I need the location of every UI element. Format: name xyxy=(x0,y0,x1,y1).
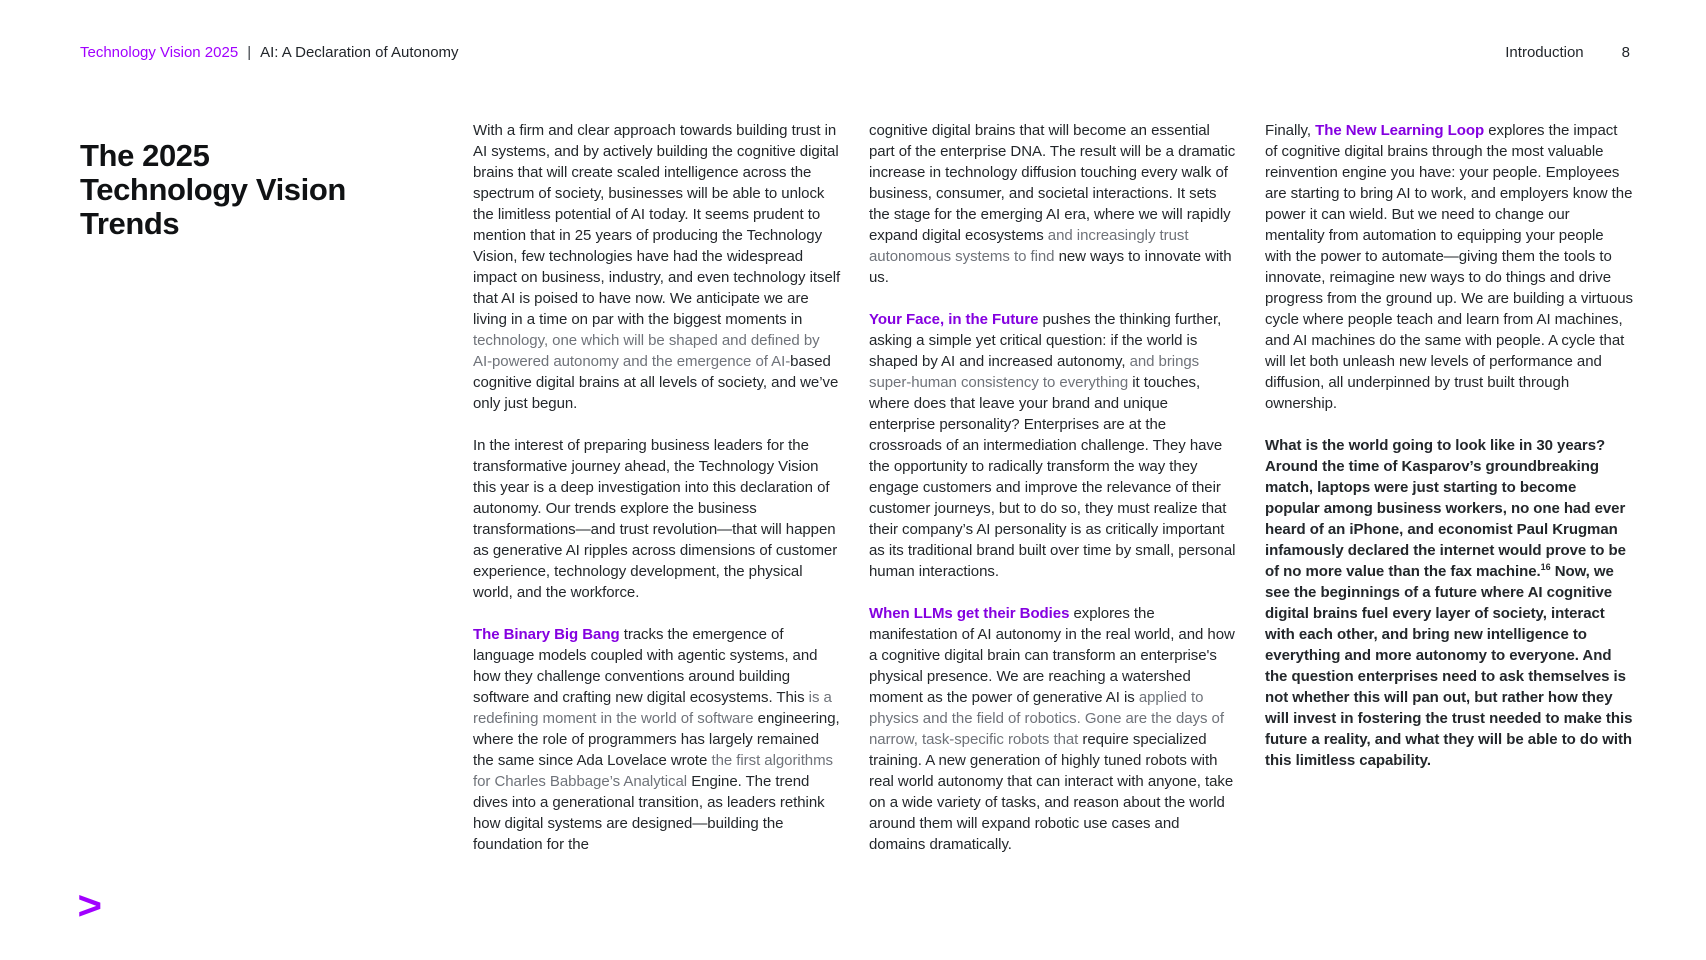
paragraph xyxy=(473,120,841,414)
trend-name: When LLMs get their Bodies xyxy=(869,605,1070,622)
paragraph xyxy=(473,624,841,855)
text-run: In the interest of preparing business leaders for the transformative journey ahead, the Technology Vision this year is a deep investigation into this declaration of autonomy. Our trends explore the business transformations—and trust revolution—that will happen as generative AI ripples across dimensions of customer experience, technology development, the physical world, and the workforce. xyxy=(473,437,838,601)
text-run: new ways to innovate with us. xyxy=(869,248,1232,286)
header-right xyxy=(1505,44,1630,62)
text-run: tracks the emergence of language models coupled with agentic systems, and how they challenge conventions around building software and crafting new digital ecosystems. This xyxy=(473,626,818,706)
header-separator: | xyxy=(247,44,252,61)
paragraph xyxy=(869,603,1237,855)
page-title-line: The 2025 xyxy=(80,137,210,173)
paragraph xyxy=(473,435,841,603)
text-run: based cognitive digital brains at all levels of society, and we’ve only just begun. xyxy=(473,353,839,412)
paragraph xyxy=(1265,435,1633,771)
text-run: the first algorithms for Charles Babbage’s Analytical xyxy=(473,752,833,790)
text-run: What is the world going to look like in 30 years? Around the time of Kasparov’s groundbreaking match, laptops were just starting to become popular among business workers, no one had ever heard of an iPhone, and economist Paul Krugman infamously declared the internet would prove to be of no more value than the fax machine. xyxy=(1265,437,1626,580)
text-run: pushes the thinking further, asking a simple yet critical question: if the world is shaped by AI and increased autonomy, xyxy=(869,311,1222,370)
text-run: and brings super-human consistency to everything xyxy=(869,353,1200,391)
text-run: explores the impact of cognitive digital brains through the most valuable reinvention engine you have: your people. Employees are starting to bring AI to work, and employers know the power it can wield. But we need to change our mentality from automation to equipping your people with the power to automate—giving them the tools to innovate, reimagine new ways to do things and drive progress from the ground up. We are building a virtuous cycle where people teach and learn from AI machines, and AI machines do the same with people. A cycle that will let both unleash new levels of performance and diffusion, all underpinned by trust built through ownership. xyxy=(1265,122,1634,412)
trend-name: Your Face, in the Future xyxy=(869,311,1039,328)
chapter-title: AI: A Declaration of Autonomy xyxy=(260,44,459,61)
text-run: and increasingly trust autonomous systems to find xyxy=(869,227,1189,265)
text-run: technology, one which will be shaped and defined by AI-powered autonomy and the emergence of AI- xyxy=(473,332,820,370)
paragraph xyxy=(1265,120,1633,414)
text-column xyxy=(1265,120,1633,876)
paragraph xyxy=(869,120,1237,288)
text-column xyxy=(869,120,1237,876)
text-run: Finally, xyxy=(1265,122,1316,139)
section-label: Introduction xyxy=(1505,44,1584,61)
text-run: With a firm and clear approach towards building trust in AI systems, and by actively building the cognitive digital brains that will create scaled intelligence across the spectrum of society, businesses will be able to unlock the limitless potential of AI today. It seems prudent to mention that in 25 years of producing the Technology Vision, few technologies have had the widespread impact on business, industry, and even technology itself that AI is poised to have now. We anticipate we are living in a time on par with the biggest moments in xyxy=(473,122,841,328)
report-title: Technology Vision 2025 xyxy=(80,44,239,61)
text-run: Engine. The trend dives into a generational transition, as leaders rethink how digital systems are designed—building the foundation for the xyxy=(473,773,825,853)
trend-name: The Binary Big Bang xyxy=(473,626,620,643)
trend-name: The New Learning Loop xyxy=(1315,122,1485,139)
page-number: 8 xyxy=(1621,44,1630,61)
text-run: it touches, where does that leave your brand and unique enterprise personality? Enterprises are at the crossroads of an intermediation challenge. They have the opportunity to radically transform the way they engage customers and improve the relevance of their customer journeys, but to do so, they must realize that their company’s AI personality is as critically important as its traditional brand built over time by small, personal human interactions. xyxy=(869,374,1236,580)
page-title-line: Technology Vision xyxy=(80,171,346,207)
page-header xyxy=(80,44,1630,62)
text-column xyxy=(473,120,841,876)
text-run: applied to physics and the field of robotics. Gone are the days of narrow, task-specific robots that xyxy=(869,689,1224,748)
columns xyxy=(473,120,1633,876)
text-run: explores the manifestation of AI autonomy in the real world, and how a cognitive digital brain can transform an enterprise's physical presence. We are reaching a watershed moment as the power of generative AI is xyxy=(869,605,1235,706)
text-run: Now, we see the beginnings of a future where AI cognitive digital brains fuel every layer of society, interact with each other, and bring new intelligence to everything and more autonomy to everyone. And the question enterprises need to ask themselves is not whether this will pan out, but rather how they will invest in fostering the trust needed to make this future a reality, and what they will be able to do with this limitless capability. xyxy=(1265,563,1633,769)
accenture-logo: > xyxy=(77,884,101,928)
text-run: cognitive digital brains that will become an essential part of the enterprise DNA. The result will be a dramatic increase in technology diffusion touching every walk of business, consumer, and societal interactions. It sets the stage for the emerging AI era, where we will rapidly expand digital ecosystems xyxy=(869,122,1236,244)
text-run: require specialized training. A new generation of highly tuned robots with real world autonomy that can interact with anyone, take on a wide variety of tasks, and reason about the world around them will expand robotic use cases and domains dramatically. xyxy=(869,731,1234,853)
text-run: is a redefining moment in the world of software xyxy=(473,689,832,727)
breadcrumb xyxy=(80,44,459,62)
page-title xyxy=(80,139,346,241)
text-run: engineering, where the role of programmers has largely remained the same since Ada Lovelace wrote xyxy=(473,710,840,769)
footnote-ref: 16 xyxy=(1540,562,1551,572)
paragraph xyxy=(869,309,1237,582)
page-title-line: Trends xyxy=(80,205,180,241)
